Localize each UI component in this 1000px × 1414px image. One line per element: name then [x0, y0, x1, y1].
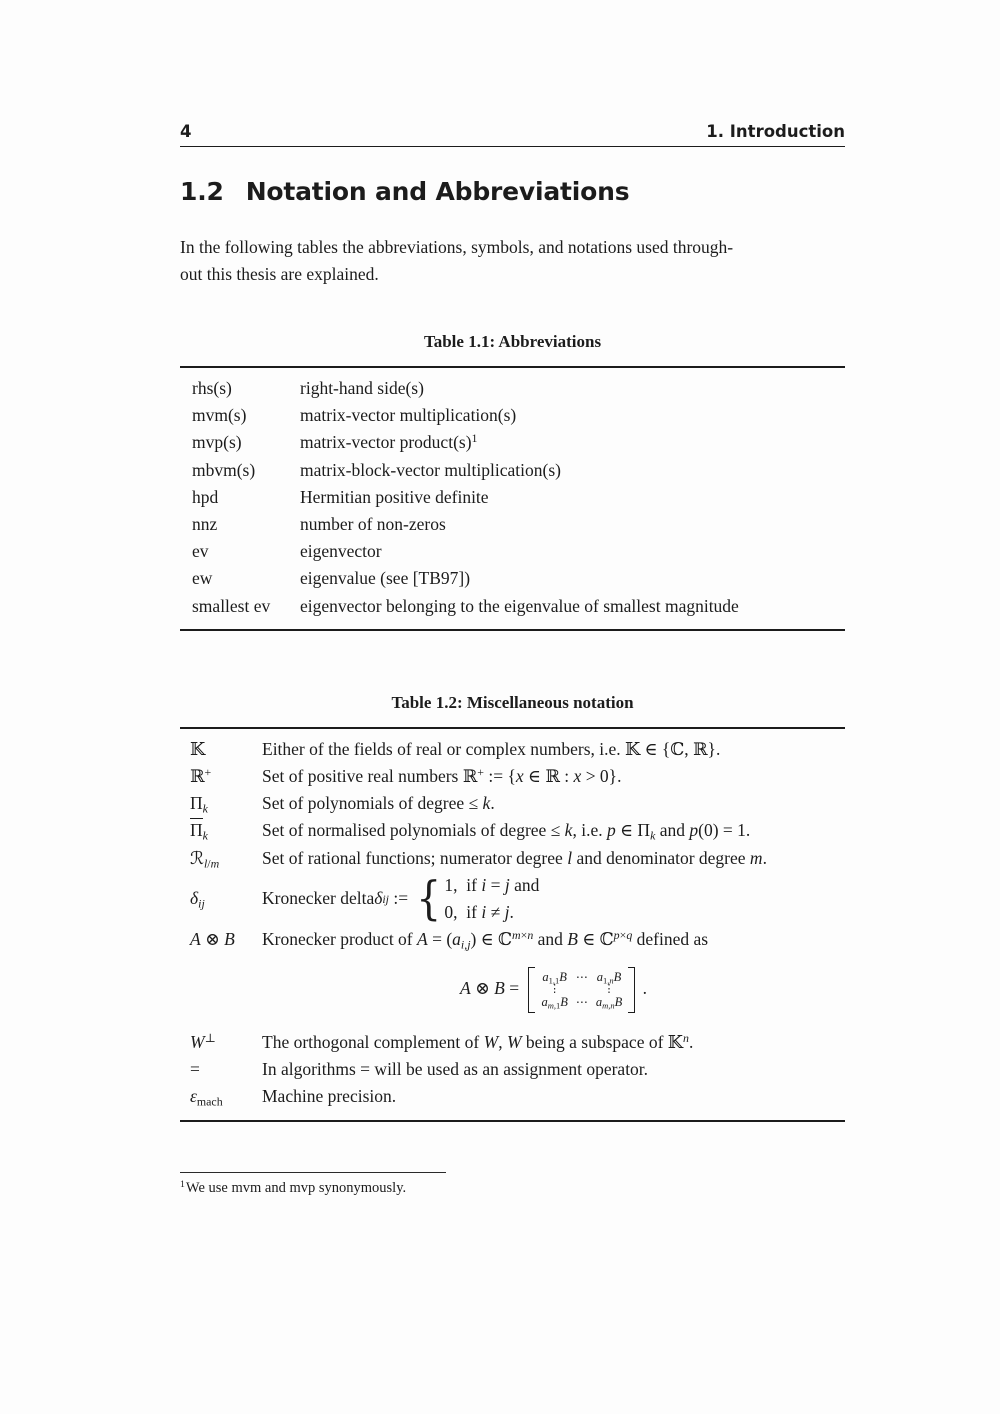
- table-row: [180, 953, 845, 1029]
- notation-description: Kronecker delta δ ij := { 1, if i = j and 0, if i ≠ j.: [262, 871, 540, 926]
- notation-symbol: $\Pi_k$: [190, 820, 208, 843]
- abbreviation-description: eigenvector belonging to the eigenvalue of smallest magnitude: [300, 595, 739, 616]
- running-header: [180, 122, 845, 141]
- page-content: [180, 0, 845, 1197]
- footnote-marker: 1: [180, 1178, 185, 1190]
- footnote-rule: [180, 1172, 446, 1173]
- table-row: [180, 1056, 845, 1083]
- table-row: [180, 844, 845, 871]
- notation-description: Set of rational functions; numerator degree l and denominator degree m.: [262, 847, 767, 868]
- section-title: Notation and Abbreviations: [245, 177, 630, 206]
- abbreviation-term: mbvm(s): [192, 459, 256, 480]
- abbreviation-term: hpd: [192, 486, 219, 507]
- table-row: [180, 926, 845, 953]
- abbreviation-description: number of non-zeros: [300, 514, 446, 535]
- notation-description: Machine precision.: [262, 1086, 397, 1107]
- abbreviation-description: matrix-vector $product(s)^1$: [300, 431, 478, 453]
- notation-description: Kronecker product of $A = (a_{i,j})$ ∈ ℂ$^{m\times n}$ and B ∈ ℂ$^{p\times q}$ defined as: [262, 928, 709, 952]
- abbreviations-table-body: [180, 375, 845, 620]
- abbreviation-term: mvm(s): [192, 405, 247, 426]
- abbreviation-description: matrix-block-vector multiplication(s): [300, 459, 561, 480]
- footnote: [180, 1180, 845, 1197]
- abbreviation-term: ev: [192, 541, 209, 562]
- footnote-text: We use mvm and mvp synonymously.: [185, 1179, 407, 1196]
- notation-symbol: $\Pi_k$: [190, 793, 208, 816]
- abbreviation-description: eigenvector: [300, 541, 382, 562]
- table1-caption: Table 1.1: Abbreviations: [423, 332, 602, 351]
- notation-symbol: $\delta_{ij}$: [190, 888, 205, 911]
- abbreviation-term: nnz: [192, 514, 218, 535]
- page-number: 4: [180, 122, 192, 141]
- notation-description: A ⊗ B = $a_{1,1}B$ ⋯ $a_{1,n}B$ ⋮ ⋮ $a_{m,1}B$ ⋯ $a_{m,n}B$ .: [262, 953, 845, 1029]
- notation-table-body: [180, 736, 845, 1111]
- table-row: [180, 817, 845, 844]
- notation-description: Set of normalised polynomials of degree ≤ k, i.e. p ∈ $\Pi_k$ and p(0) = 1.: [262, 820, 751, 843]
- notation-symbol: W⊥: [190, 1031, 216, 1053]
- table-row: [180, 1083, 845, 1110]
- table2-caption: Table 1.2: Miscellaneous notation: [391, 692, 634, 712]
- abbreviation-term: ew: [192, 568, 213, 589]
- notation-symbol: 𝕂: [190, 738, 206, 759]
- table-row: [180, 763, 845, 790]
- table-row: [180, 736, 845, 763]
- table-row: [180, 457, 845, 484]
- notation-symbol: A ⊗ B: [190, 928, 235, 949]
- table-row: [180, 1029, 845, 1056]
- abbreviation-term: smallest ev: [192, 595, 271, 616]
- notation-symbol: =: [190, 1059, 200, 1080]
- table-row: [180, 790, 845, 817]
- notation-symbol: ℝ+: [190, 765, 212, 786]
- header-rule: [180, 146, 845, 147]
- abbreviation-term: rhs(s): [192, 378, 232, 399]
- abbreviation-description: Hermitian positive definite: [300, 486, 489, 507]
- notation-description: Set of polynomials of degree ≤ k.: [262, 793, 495, 814]
- table-row: [180, 429, 845, 456]
- table-row: [180, 872, 845, 926]
- notation-description: The orthogonal complement of W, W being a subspace of 𝕂$^n$.: [262, 1031, 694, 1053]
- notation-symbol: $\varepsilon_{mach}$: [190, 1086, 223, 1109]
- abbreviation-description: right-hand side(s): [300, 378, 424, 399]
- table-row: [180, 565, 845, 592]
- notation-description: Set of positive real numbers ℝ+ := {x ∈ ℝ : x > 0}.: [262, 765, 622, 786]
- table-row: [180, 484, 845, 511]
- running-chapter-title: 1. Introduction: [706, 122, 845, 141]
- intro-paragraph: In the following tables the abbreviations, symbols, and notations used through- out this thesis are explained.: [180, 237, 734, 284]
- section-number: 1.2: [180, 177, 224, 206]
- abbreviation-description: matrix-vector multiplication(s): [300, 405, 517, 426]
- abbreviation-term: mvp(s): [192, 432, 242, 453]
- table-row: [180, 402, 845, 429]
- table-row: [180, 593, 845, 620]
- notation-table: [180, 727, 845, 1122]
- section-heading: [180, 177, 845, 206]
- notation-description: Either of the fields of real or complex numbers, i.e. 𝕂 ∈ {ℂ, ℝ}.: [262, 738, 721, 759]
- table-row: [180, 511, 845, 538]
- notation-description: In algorithms = will be used as an assignment operator.: [262, 1059, 649, 1080]
- table-row: [180, 538, 845, 565]
- abbreviation-description: eigenvalue (see [TB97]): [300, 568, 471, 589]
- notation-symbol: ℛ$_{l/m}$: [190, 847, 220, 870]
- abbreviations-table: [180, 366, 845, 631]
- table-row: [180, 375, 845, 402]
